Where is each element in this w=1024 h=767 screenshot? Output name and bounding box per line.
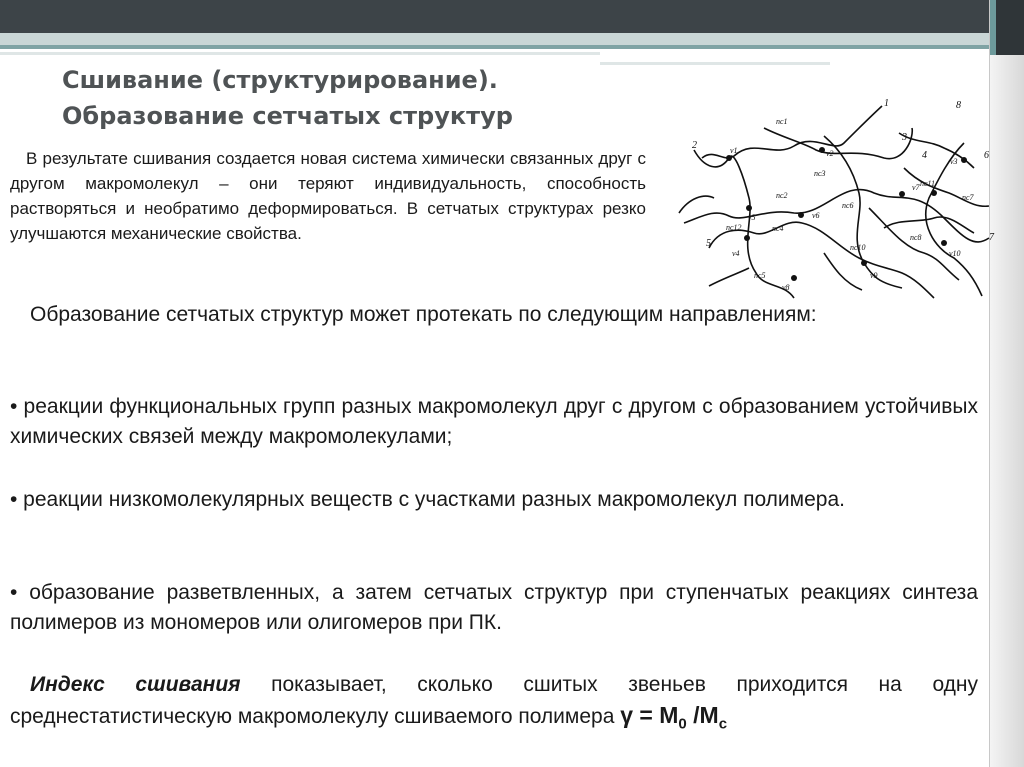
direction-item-1: • реакции функциональных групп разных макромолекул друг с другом с образованием устойчивых химических связей между макромолекулами; (10, 395, 978, 448)
chain-end-label: 6 (984, 150, 989, 161)
crosslink-index-text: показывает, сколько сшитых звеньев приходится на одну среднестатистическую макромолекулу сшиваемого полимера (10, 673, 979, 728)
segment-label: nc6 (842, 201, 854, 210)
segment-label: nc1 (776, 117, 788, 126)
formula-sub-0: 0 (678, 715, 687, 733)
node-label: ν3 (950, 157, 958, 166)
chain-end-label: 2 (692, 140, 697, 151)
top-band-dark (0, 0, 1024, 33)
top-band-accent (0, 45, 1024, 49)
segment-label: nc8 (910, 233, 922, 242)
title-rule-1 (0, 52, 600, 55)
node-label: ν1 (730, 146, 738, 155)
node-label: ν2 (826, 149, 834, 158)
crosslink-index-formula (620, 702, 728, 733)
segment-label: nc7 (962, 193, 974, 202)
chain-end-label: 8 (956, 100, 961, 111)
node-label: ν7 (912, 183, 920, 192)
page-edge-accent (990, 0, 996, 55)
formula-m0: M (659, 702, 679, 728)
segment-label: nc11 (920, 179, 935, 188)
node-label: ν8 (782, 283, 790, 292)
directions-intro: Образование сетчатых структур может протекать по следующим направлениям: (30, 303, 817, 326)
intro-paragraph: В результате сшивания создается новая система химически связанных друг с другом макромолекул – они теряют индивидуальность, способность растворяться и необратимо деформироваться. В сетчатых структурах резко улучшаются механические свойства. (10, 149, 646, 243)
slide-title-line-2: Образование сетчатых структур (62, 102, 513, 130)
formula-sub-c: c (718, 715, 728, 733)
segment-label: nc10 (850, 243, 866, 252)
chain-end-label: 1 (884, 98, 889, 109)
slide-title (62, 62, 702, 134)
direction-item-2: • реакции низкомолекулярных веществ с участками разных макромолекул полимера. (10, 488, 845, 511)
formula-lhs: γ = (620, 702, 660, 728)
slide-title-line-1: Сшивание (структурирование). (62, 66, 498, 94)
top-band-light (0, 33, 1024, 45)
node-label: ν5 (748, 213, 756, 222)
chain-end-label: 3 (902, 132, 907, 143)
crosslinked-network-diagram (644, 98, 1004, 313)
node-label: ν9 (870, 271, 878, 280)
node-label: ν4 (732, 249, 740, 258)
chain-end-label: 5 (706, 238, 711, 249)
node-label: ν6 (812, 211, 820, 220)
segment-label: nc5 (754, 271, 766, 280)
node-label: ν10 (949, 249, 961, 258)
segment-label: nc12 (726, 223, 742, 232)
crosslink-index-term: Индекс сшивания (30, 673, 241, 696)
crosslink-index-paragraph (10, 670, 978, 740)
segment-label: nc3 (814, 169, 826, 178)
chain-end-label: 4 (922, 150, 927, 161)
direction-item-3: • образование разветвленных, а затем сетчатых структур при ступенчатых реакциях синтеза полимеров из мономеров или олигомеров при ПК. (10, 581, 978, 634)
chain-end-label: 7 (989, 232, 994, 243)
segment-label: nc4 (772, 224, 784, 233)
segment-label: nc2 (776, 191, 788, 200)
formula-slash: /M (686, 702, 719, 728)
